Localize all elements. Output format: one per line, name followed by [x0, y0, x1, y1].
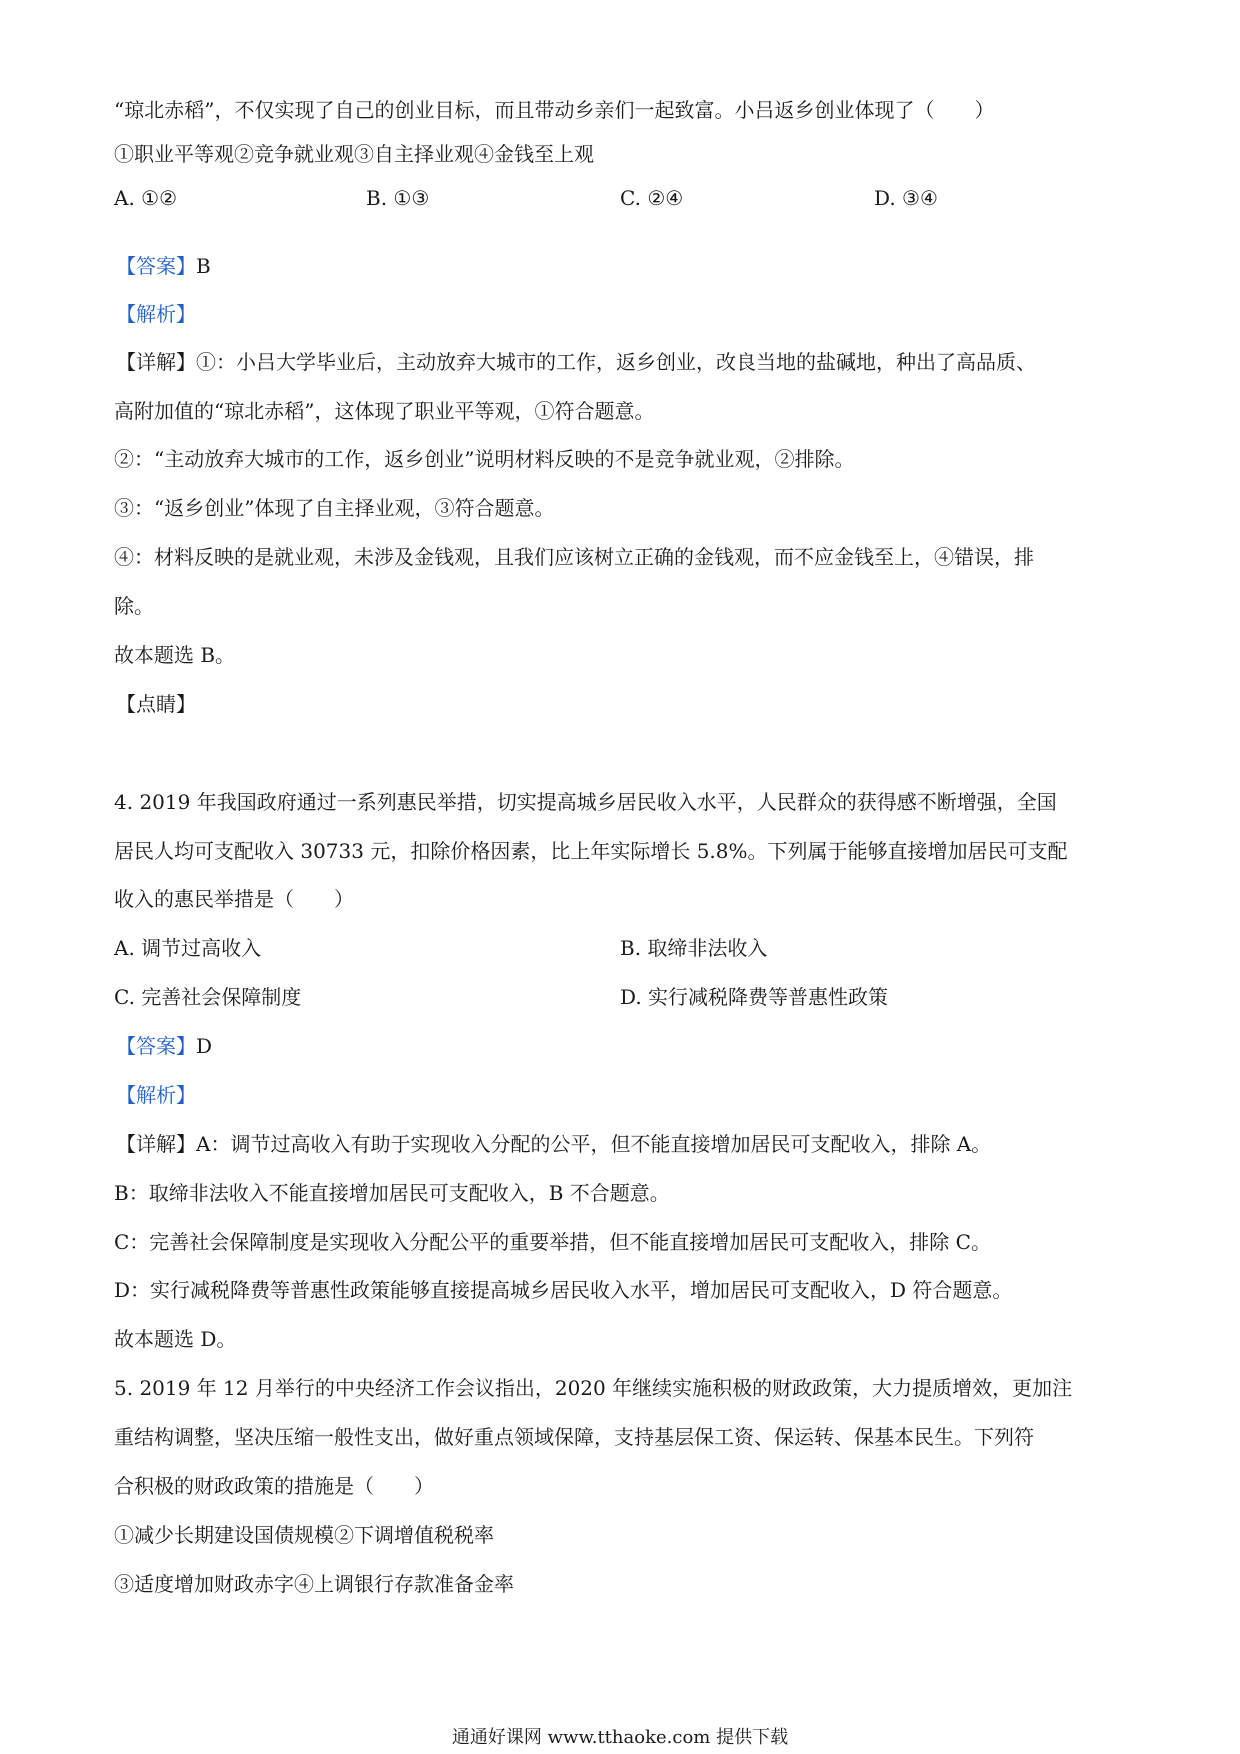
q5-items-line-1: ①减少长期建设国债规模②下调增值税税率: [114, 1523, 494, 1547]
q3-stem-tail: “琼北赤稻”，不仅实现了自己的创业目标，而且带动乡亲们一起致富。小吕返乡创业体现了（ ）: [114, 98, 995, 122]
q4-conclusion: 故本题选 D。: [114, 1327, 237, 1351]
q3-detail-line-4: ③：“返乡创业”体现了自主择业观，③符合题意。: [114, 496, 555, 520]
q3-option-b: B. ①③: [366, 186, 430, 210]
answer-tag: 【答案】: [116, 1034, 196, 1058]
q3-option-c: C. ②④: [620, 186, 684, 210]
q3-analysis-tag: 【解析】: [116, 302, 196, 326]
q4-stem-line-2: 居民人均可支配收入 30733 元，扣除价格因素，比上年实际增长 5.8%。下列属于能够直接增加居民可支配: [114, 839, 1068, 863]
q4-analysis-tag: 【解析】: [116, 1083, 196, 1107]
q4-option-a: A. 调节过高收入: [114, 936, 262, 960]
detail-tag: 【详解】: [116, 1132, 196, 1156]
q3-detail-line-2: 高附加值的“琼北赤稻”，这体现了职业平等观，①符合题意。: [114, 399, 655, 423]
q4-option-c: C. 完善社会保障制度: [114, 985, 302, 1009]
q5-items-line-2: ③适度增加财政赤字④上调银行存款准备金率: [114, 1572, 514, 1596]
q4-detail-line-4: D：实行减税降费等普惠性政策能够直接提高城乡居民收入水平，增加居民可支配收入，D 符合题意。: [114, 1278, 1013, 1302]
q4-answer: 【答案】D: [116, 1034, 213, 1058]
q4-stem-line-3: 收入的惠民举措是（ ）: [114, 887, 354, 911]
q5-stem-line-1: 5. 2019 年 12 月举行的中央经济工作会议指出，2020 年继续实施积极的财政政策，大力提质增效，更加注: [114, 1376, 1073, 1400]
q3-answer: 【答案】B: [116, 254, 211, 278]
q3-items: ①职业平等观②竞争就业观③自主择业观④金钱至上观: [114, 142, 594, 166]
q3-detail-line-1: 【详解】①：小吕大学毕业后，主动放弃大城市的工作，返乡创业，改良当地的盐碱地，种出了高品质、: [116, 350, 1036, 374]
q4-option-d: D. 实行减税降费等普惠性政策: [620, 985, 889, 1009]
q5-stem-line-2: 重结构调整，坚决压缩一般性支出，做好重点领域保障，支持基层保工资、保运转、保基本民生。下列符: [114, 1425, 1034, 1449]
q3-option-d: D. ③④: [874, 186, 938, 210]
q3-option-a: A. ①②: [114, 186, 178, 210]
q4-stem-line-1: 4. 2019 年我国政府通过一系列惠民举措，切实提高城乡居民收入水平，人民群众的获得感不断增强，全国: [114, 790, 1057, 814]
q4-option-b: B. 取缔非法收入: [620, 936, 768, 960]
q4-detail-line-2: B：取缔非法收入不能直接增加居民可支配收入，B 不合题意。: [114, 1181, 670, 1205]
page-footer: 通通好课网 www.tthaoke.com 提供下载: [451, 1727, 789, 1748]
q3-detail-line-3: ②：“主动放弃大城市的工作，返乡创业”说明材料反映的不是竞争就业观，②排除。: [114, 447, 855, 471]
q3-detail-line-6: 除。: [114, 594, 154, 618]
q3-detail-line-5: ④：材料反映的是就业观，未涉及金钱观，且我们应该树立正确的金钱观，而不应金钱至上，④错误，排: [114, 545, 1034, 569]
q5-stem-line-3: 合积极的财政政策的措施是（ ）: [114, 1474, 434, 1498]
q3-comment-tag: 【点睛】: [116, 692, 196, 716]
detail-tag: 【详解】: [116, 350, 196, 374]
q4-detail-line-3: C：完善社会保障制度是实现收入分配公平的重要举措，但不能直接增加居民可支配收入，排除 C。: [114, 1230, 991, 1254]
answer-tag: 【答案】: [116, 254, 196, 278]
q3-conclusion: 故本题选 B。: [114, 643, 236, 667]
q4-detail-line-1: 【详解】A：调节过高收入有助于实现收入分配的公平，但不能直接增加居民可支配收入，排除 A。: [116, 1132, 992, 1156]
